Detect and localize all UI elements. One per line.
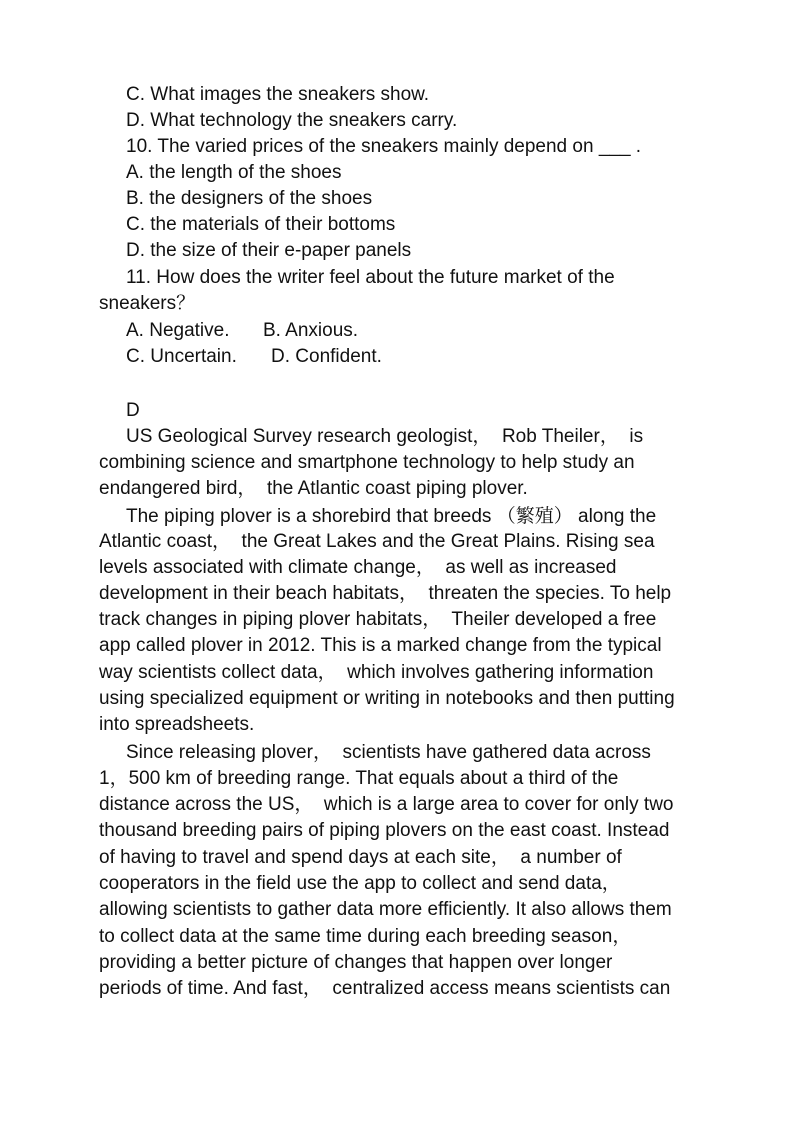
para2-line xyxy=(126,503,656,529)
para2-line: using specialized equipment or writing in notebooks and then putting xyxy=(99,688,675,709)
q11-option-b: B. Anxious. xyxy=(263,320,359,341)
para2-line: app called plover in 2012. This is a marked change from the typical xyxy=(99,635,662,656)
q9-option-c: C. What images the sneakers show. xyxy=(126,84,430,105)
q10-option-b: B. the designers of the shoes xyxy=(126,188,373,209)
para2-line: Atlantic coast， the Great Lakes and the Great Plains. Rising sea xyxy=(99,531,655,552)
para1-line: combining science and smartphone technology to help study an xyxy=(99,452,635,473)
chinese-gloss: （繁殖） xyxy=(496,505,573,527)
para2-text-before: The piping plover is a shorebird that breeds xyxy=(126,506,497,527)
section-label: D xyxy=(126,400,140,421)
q11-option-a: A. Negative. xyxy=(126,320,230,341)
para3-line: periods of time. And fast， centralized access means scientists can xyxy=(99,978,671,999)
para3-line: Since releasing plover， scientists have gathered data across xyxy=(126,742,651,763)
para2-text-after: along the xyxy=(572,506,657,527)
q10-option-d: D. the size of their e-paper panels xyxy=(126,240,412,261)
q10-option-c: C. the materials of their bottoms xyxy=(126,214,396,235)
q11-option-d: D. Confident. xyxy=(271,346,382,367)
para3-line: cooperators in the field use the app to collect and send data， xyxy=(99,873,621,894)
para1-line: endangered bird， the Atlantic coast piping plover. xyxy=(99,478,528,499)
para3-line: of having to travel and spend days at each site， a number of xyxy=(99,847,622,868)
para2-line: into spreadsheets. xyxy=(99,714,255,735)
para2-line: levels associated with climate change， as well as increased xyxy=(99,557,617,578)
q9-option-d: D. What technology the sneakers carry. xyxy=(126,110,458,131)
para3-line: distance across the US， which is a large area to cover for only two xyxy=(99,794,674,815)
para3-line: to collect data at the same time during each breeding season， xyxy=(99,926,632,947)
para2-line: track changes in piping plover habitats， Theiler developed a free xyxy=(99,609,657,630)
para2-line: development in their beach habitats， threaten the species. To help xyxy=(99,583,672,604)
para3-line: allowing scientists to gather data more efficiently. It also allows them xyxy=(99,899,672,920)
para2-line: way scientists collect data， which involves gathering information xyxy=(99,662,654,683)
q10-option-a: A. the length of the shoes xyxy=(126,162,342,183)
q11-option-c: C. Uncertain. xyxy=(126,346,237,367)
q11-stem-line1: 11. How does the writer feel about the future market of the xyxy=(126,267,615,288)
para1-line: US Geological Survey research geologist， Rob Theiler， is xyxy=(126,426,644,447)
para3-line: thousand breeding pairs of piping plovers on the east coast. Instead xyxy=(99,820,670,841)
q11-stem-line2: sneakers？ xyxy=(99,293,196,314)
para3-line: providing a better picture of changes that happen over longer xyxy=(99,952,613,973)
para3-line: 1，500 km of breeding range. That equals about a third of the xyxy=(99,768,619,789)
q10-stem: 10. The varied prices of the sneakers mainly depend on ___ . xyxy=(126,136,642,157)
